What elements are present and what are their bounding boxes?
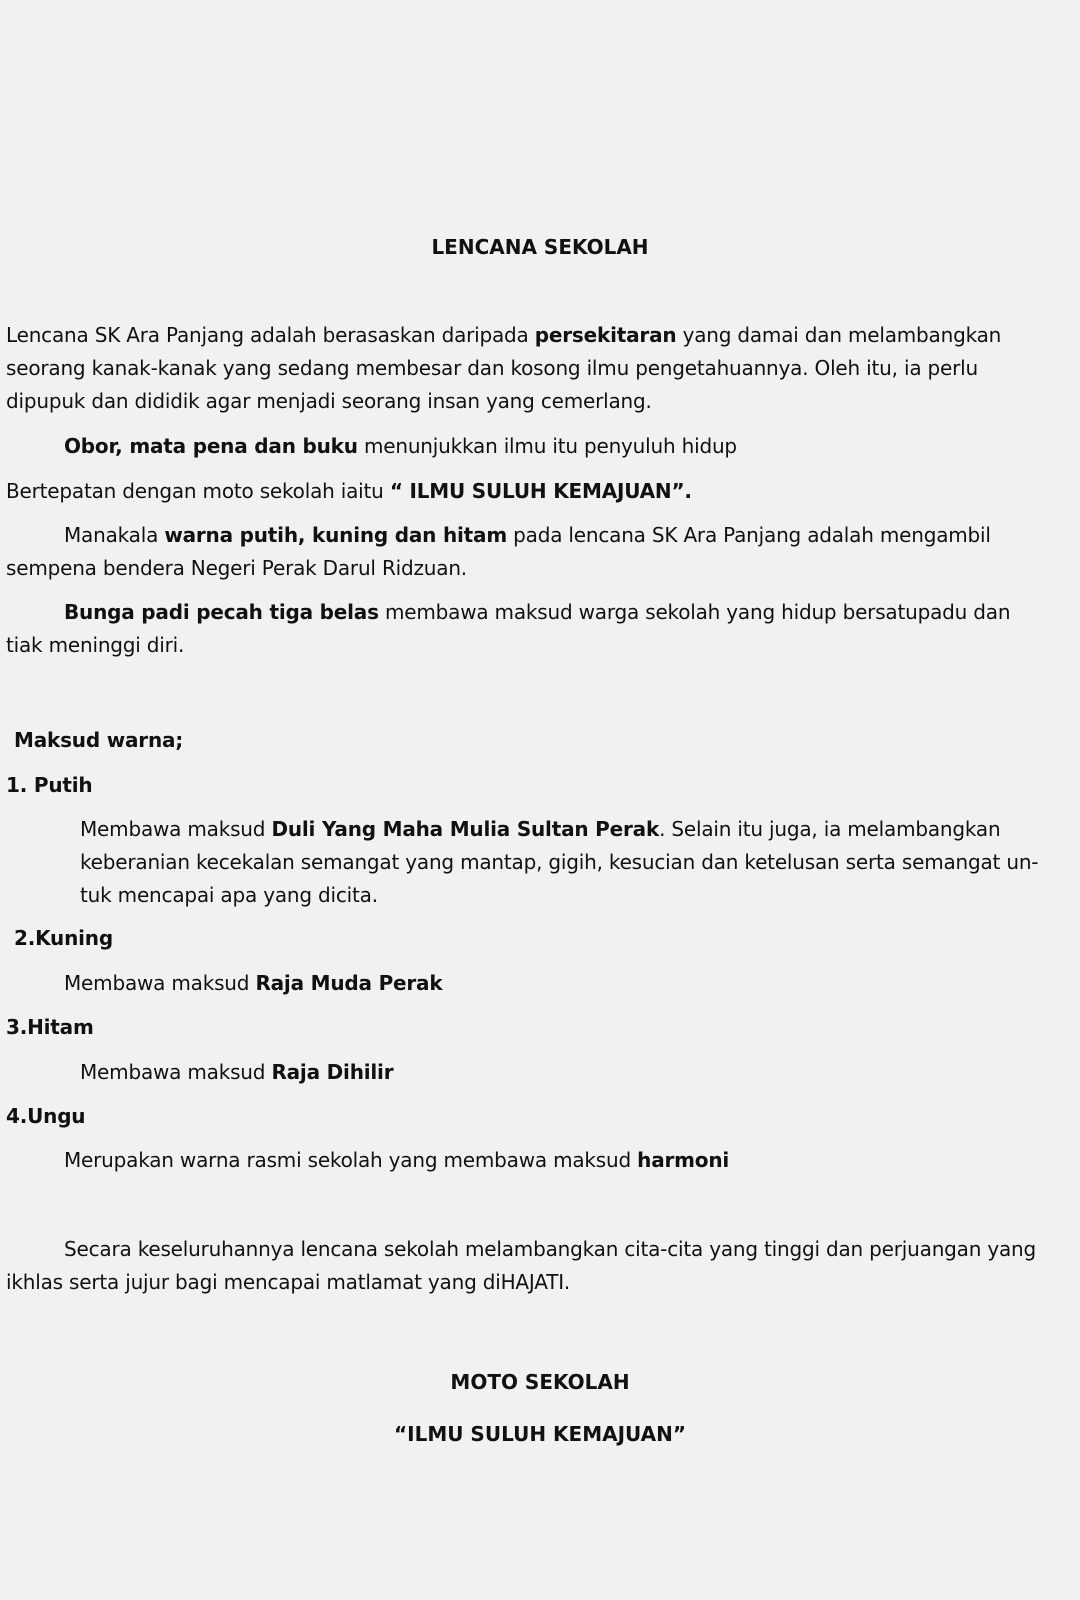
putih-bold: Duli Yang Maha Mulia Sultan Perak: [271, 817, 660, 841]
ungu-heading: 4.Ungu: [6, 1104, 86, 1128]
moto-text: “ILMU SULUH KEMAJUAN”: [393, 1422, 687, 1446]
kuning-bold: Raja Muda Perak: [255, 971, 443, 995]
moto-reference-bold: “ ILMU SULUH KEMAJUAN”.: [389, 479, 692, 503]
bunga-line-2: tiak meninggi diri.: [6, 633, 185, 657]
kuning-text: Membawa maksud: [64, 971, 256, 995]
warna-bold: warna putih, kuning dan hitam: [164, 523, 507, 547]
intro-text: Lencana SK Ara Panjang adalah berasaskan daripada: [6, 323, 535, 347]
putih-text: Membawa maksud: [80, 817, 272, 841]
warna-line-2: sempena bendera Negeri Perak Darul Ridzuan.: [6, 556, 467, 580]
ungu-bold: harmoni: [637, 1148, 730, 1172]
intro-line-2: seorang kanak-kanak yang sedang membesar dan kosong ilmu pengetahuannya. Oleh itu, ia perlu: [6, 356, 978, 380]
warna-text: Manakala: [64, 523, 165, 547]
putih-line-2: keberanian kecekalan semangat yang mantap, gigih, kesucian dan ketelusan serta semangat un-: [80, 850, 1039, 874]
kuning-heading: 2.Kuning: [14, 926, 113, 950]
intro-line-3: dipupuk dan dididik agar menjadi seorang insan yang cemerlang.: [6, 389, 652, 413]
summary-line-1: Secara keseluruhannya lencana sekolah melambangkan cita-cita yang tinggi dan perjuangan yang: [64, 1237, 1037, 1261]
hitam-line: [80, 1056, 393, 1089]
page-title: LENCANA SEKOLAH: [431, 235, 649, 259]
putih-line-1: [80, 813, 1000, 846]
ungu-line: [64, 1144, 729, 1177]
warna-line-1: [64, 519, 991, 552]
bunga-text: membawa maksud warga sekolah yang hidup bersatupadu dan: [378, 600, 1011, 624]
warna-text-cont: pada lencana SK Ara Panjang adalah mengambil: [506, 523, 991, 547]
putih-heading: 1. Putih: [6, 773, 93, 797]
intro-text-cont: yang damai dan melambangkan: [676, 323, 1002, 347]
moto-heading: MOTO SEKOLAH: [450, 1370, 630, 1394]
bunga-line-1: [64, 596, 1010, 629]
putih-line-3: tuk mencapai apa yang dicita.: [80, 883, 378, 907]
putih-text-cont: . Selain itu juga, ia melambangkan: [659, 817, 1001, 841]
obor-text: menunjukkan ilmu itu penyuluh hidup: [357, 434, 737, 458]
obor-line: [64, 430, 737, 463]
ungu-text: Merupakan warna rasmi sekolah yang membawa maksud: [64, 1148, 638, 1172]
hitam-text: Membawa maksud: [80, 1060, 272, 1084]
hitam-bold: Raja Dihilir: [271, 1060, 394, 1084]
hitam-heading: 3.Hitam: [6, 1015, 94, 1039]
maksud-warna-heading: Maksud warna;: [14, 728, 184, 752]
bunga-bold: Bunga padi pecah tiga belas: [64, 600, 379, 624]
obor-bold: Obor, mata pena dan buku: [64, 434, 358, 458]
moto-reference-line: [6, 475, 692, 508]
kuning-line: [64, 967, 442, 1000]
intro-bold-persekitaran: persekitaran: [534, 323, 677, 347]
moto-reference-text: Bertepatan dengan moto sekolah iaitu: [6, 479, 390, 503]
intro-line-1: [6, 319, 1001, 352]
summary-line-2: ikhlas serta jujur bagi mencapai matlamat yang diHAJATI.: [6, 1270, 571, 1294]
